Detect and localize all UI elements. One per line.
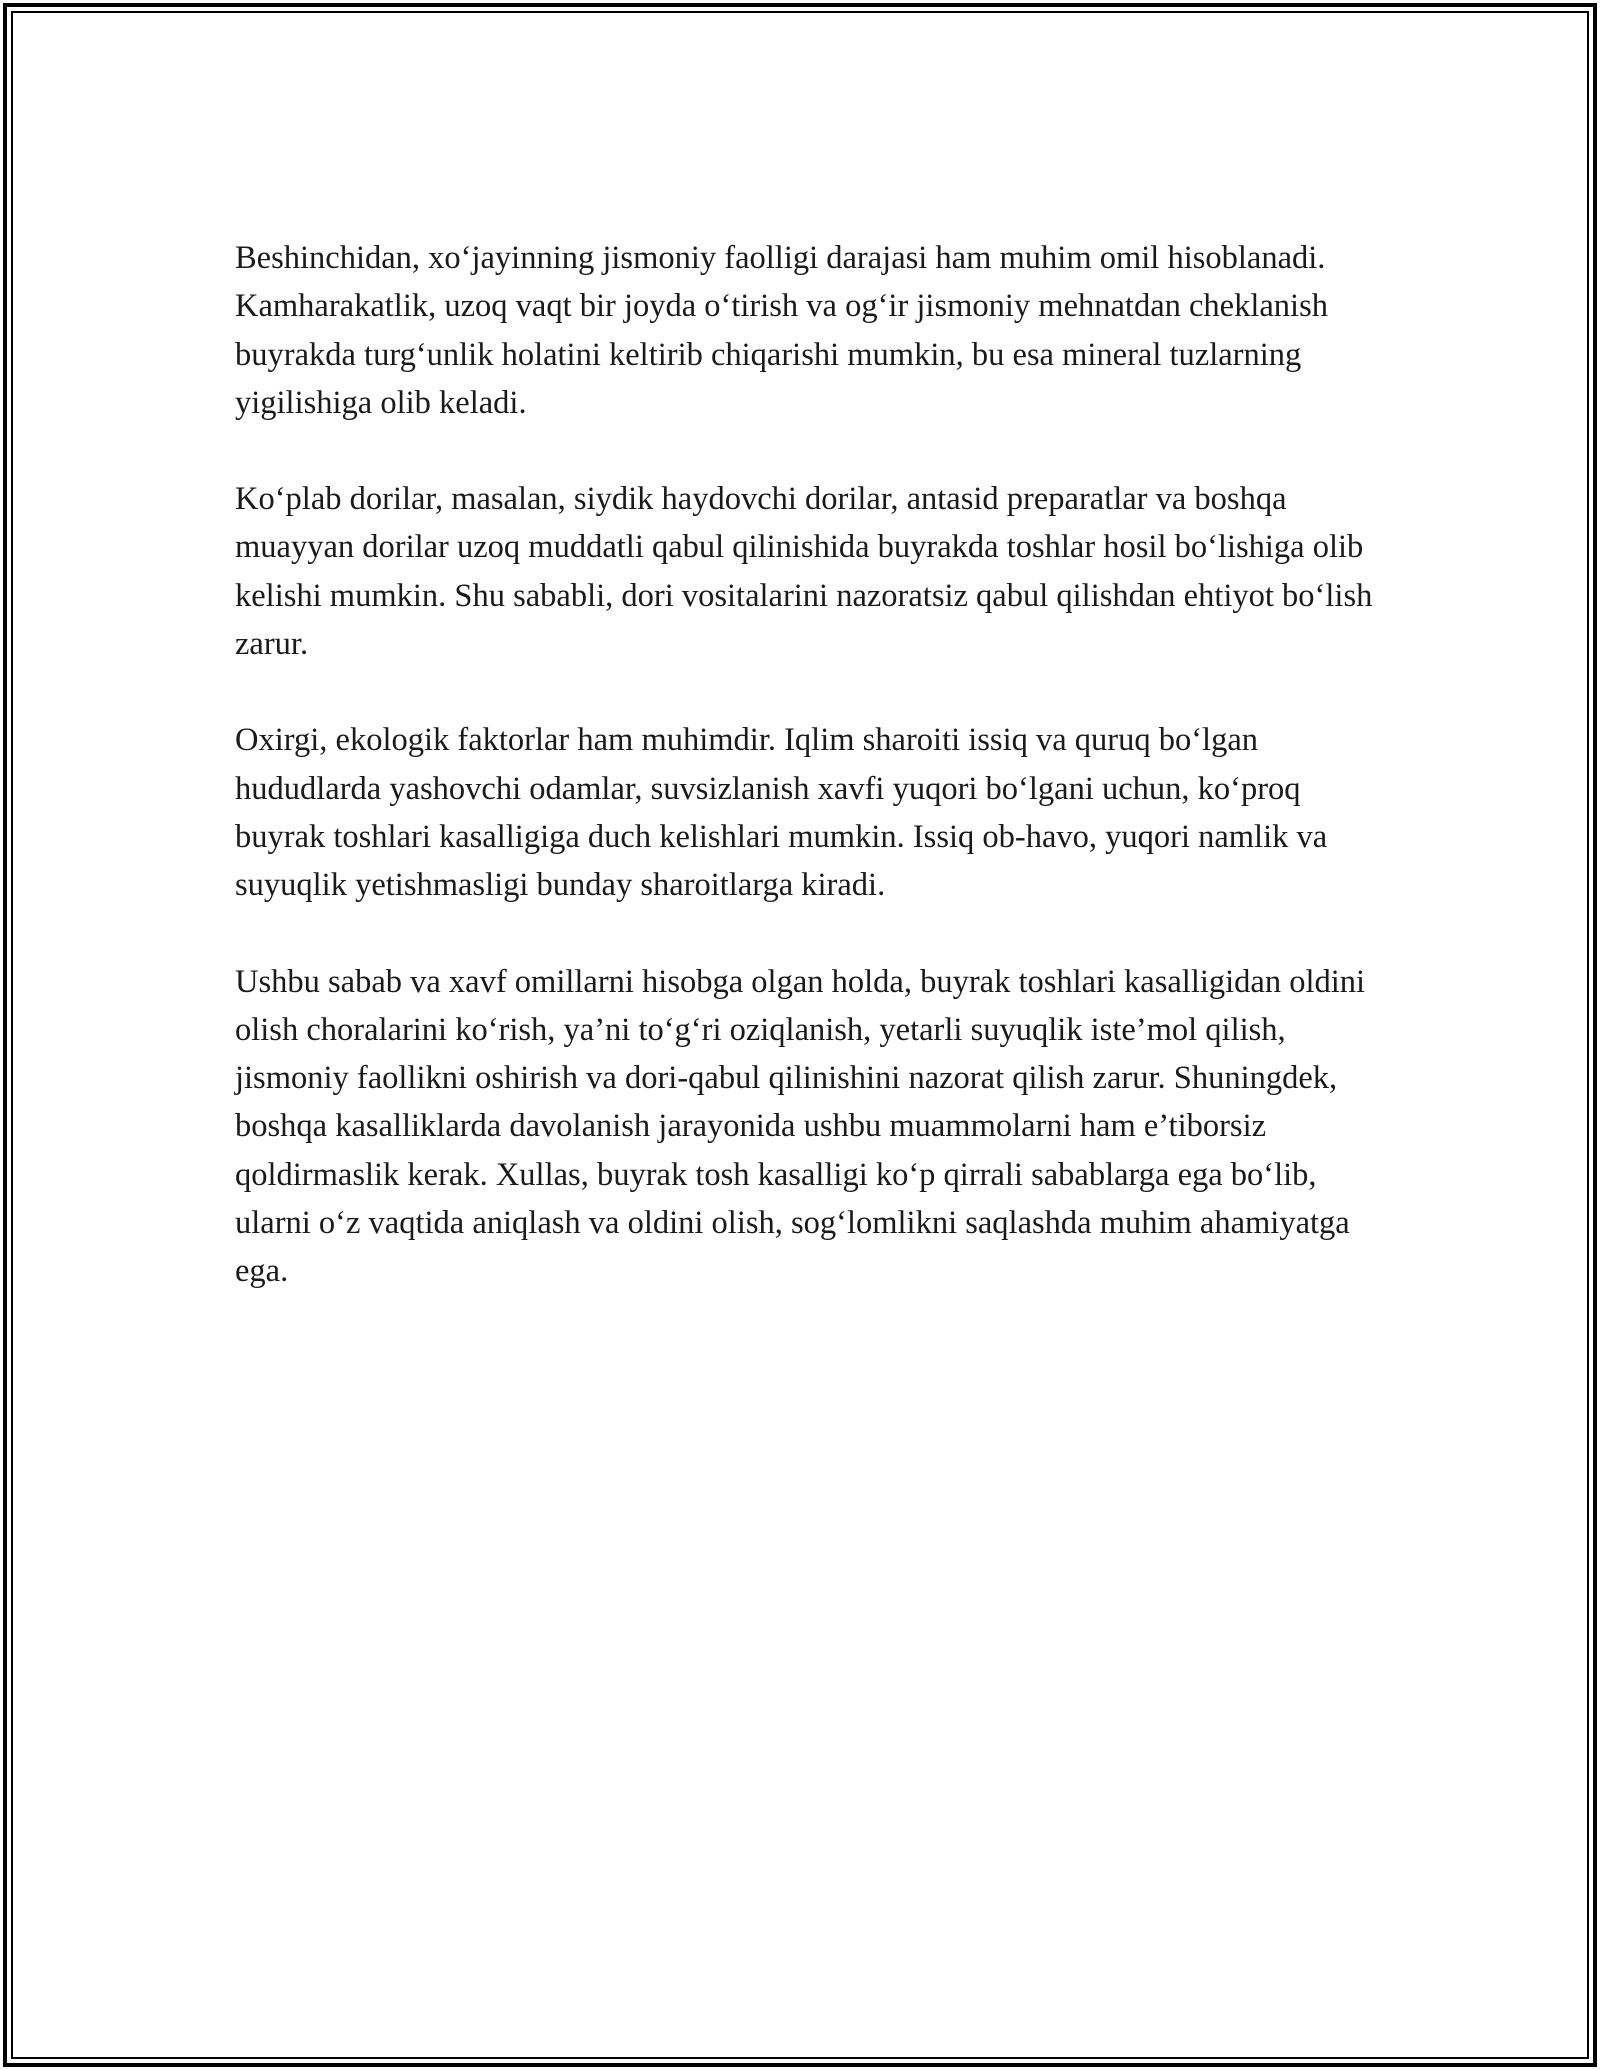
paragraph-ecological-factors: Oxirgi, ekologik faktorlar ham muhimdir. Iqlim sharoiti issiq va quruq bo‘lgan hududlarda yashovchi odamlar, suvsizlanish xavfi yuqori bo‘lgani uchun, ko‘proq buyrak toshlari kasalligiga duch kelishlari mumkin. Issiq ob-havo, yuqori namlik va suyuqlik yetishmasligi bunday sharoitlarga kiradi.: [235, 722, 1328, 904]
paragraph-conclusion: Ushbu sabab va xavf omillarni hisobga olgan holda, buyrak toshlari kasalligidan oldini olish choralarini ko‘rish, ya’ni to‘g‘ri oziqlanish, yetarli suyuqlik iste’mol qilish, jismoniy faollikni oshirish va dori-qabul qilinishini nazorat qilish zarur. Shuningdek, boshqa kasalliklarda davolanish jarayonida ushbu muammolarni ham e’tiborsiz qoldirmaslik kerak. Xullas, buyrak tosh kasalligi ko‘p qirrali sabablarga ega bo‘lib, ularni o‘z vaqtida aniqlash va oldini olish, sog‘lomlikni saqlashda muhim ahamiyatga ega.: [235, 963, 1366, 1290]
paragraph-physical-activity: Beshinchidan, xo‘jayinning jismoniy faolligi darajasi ham muhim omil hisoblanadi. Kamharakatlik, uzoq vaqt bir joyda o‘tirish va og‘ir jismoniy mehnatdan cheklanish buyrakda turg‘unlik holatini keltirib chiqarishi mumkin, bu esa mineral tuzlarning yigilishiga olib keladi.: [235, 240, 1328, 421]
paragraph-medications: Ko‘plab dorilar, masalan, siydik haydovchi dorilar, antasid preparatlar va boshqa muayyan dorilar uzoq muddatli qabul qilinishida buyrakda toshlar hosil bo‘lishiga olib kelishi mumkin. Shu sababli, dori vositalarini nazoratsiz qabul qilishdan ehtiyot bo‘lish zarur.: [235, 481, 1373, 663]
document-body: [235, 234, 1380, 1344]
